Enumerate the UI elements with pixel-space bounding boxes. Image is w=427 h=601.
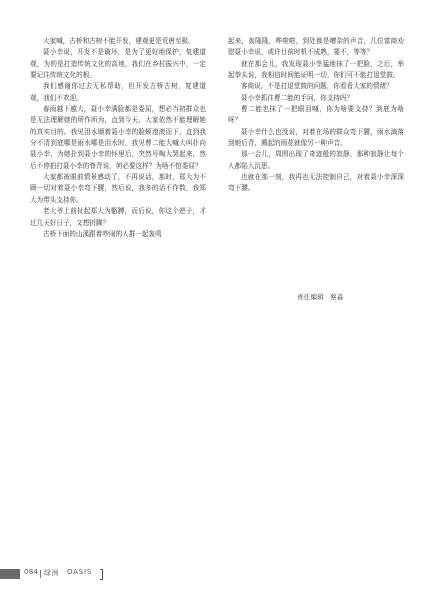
paragraph: 聂小幸抓住曹二能的手问，你支持吗？ <box>241 93 354 102</box>
footer-bracket-mark <box>100 569 103 580</box>
paragraph: 聂小幸说，开发不是破坏，是为了更好地保护，复建道观，为的是打造传统文化的高地，我们在乡村振兴中，一定要记住传统文化的根。 <box>30 48 206 80</box>
page-number: 084 <box>24 568 39 576</box>
paragraph: 客商说，不是打退堂鼓的问题，你看看大家的情绪？ <box>241 82 393 91</box>
paragraph: 古桥下面的山溪跟着吵闹的人群一起轰鸣 <box>43 229 162 238</box>
magazine-name-cn: 绿洲 <box>44 569 59 577</box>
paragraph: 大家喊，古桥和古树不能开发，建观更是荒唐至极。 <box>43 37 195 45</box>
footer-divider <box>40 570 41 578</box>
paragraph: 起来，轰隆隆，哗啦啦，到处都是嘈杂的声音，几位富商劝慰聂小幸说，或许目前时机不成熟，要不，等等？ <box>228 37 404 57</box>
paragraph: 聂小幸什么也没说，对着在场的群众弯下腰，雨水滴落到她后背，溅起的雨花就像另一种声音。 <box>228 127 404 148</box>
editor-name: 蔡淼 <box>330 293 344 301</box>
paragraph: 大家都被眼前情景感动了，不再说话，那时，郑大为不顾一切对着聂小幸弯下腰，然后说，我多的话不作数，我郑大为带头支持你。 <box>30 173 206 204</box>
magazine-name-en: OASIS <box>67 568 93 576</box>
paragraph: 老大爷上前扯起郑大为骼膊，而后说，你这个逆子，才过几天好日子，又想折腾？ <box>30 207 206 227</box>
paragraph: 那一会儿，周围出现了奇迹般的寂静，那种寂静让每个人都陷入沉思。 <box>228 150 404 170</box>
editor-credit <box>297 292 407 301</box>
paragraph: 春雨越下越大，聂小幸满脸都是委屈，想必当初群众也是无法理解她的所作所为，直到今天，大家依然不能理解她的真实目的。我见泪水顺着聂小幸的脸颊滚滚而下，直到我分不清到底哪是雨水哪是泪水时，我见曹二能大喊大叫扑向聂小幸，为她扑到聂小幸的怀里后，突然号啕大哭起来，然后不停拍打聂小幸的脊背说，何必要这样？为啥不怕委屈？ <box>30 105 206 170</box>
paragraph: 也就在那一刻，我再也无法控制自己，对着聂小幸深深弯下腰。 <box>228 173 404 193</box>
right-text-column <box>228 36 404 195</box>
editor-label: 责任编辑 <box>297 293 325 301</box>
paragraph: 就在那会儿，我发现聂小幸猛地抹了一把脸，之后，举起拳头说，我相信时间能证明一切，你们可不能打退堂鼓。 <box>228 59 404 80</box>
left-text-column <box>30 36 206 240</box>
page-footer <box>0 567 427 581</box>
paragraph: 曹二能也抹了一把眼泪喊，你为啥要支持？到底为啥呀？ <box>228 105 404 125</box>
paragraph: 我们感谢你过去无私帮助，但开发古桥古树，复建道观，我们不欢迎。 <box>30 82 206 102</box>
footer-color-bar <box>0 569 20 579</box>
